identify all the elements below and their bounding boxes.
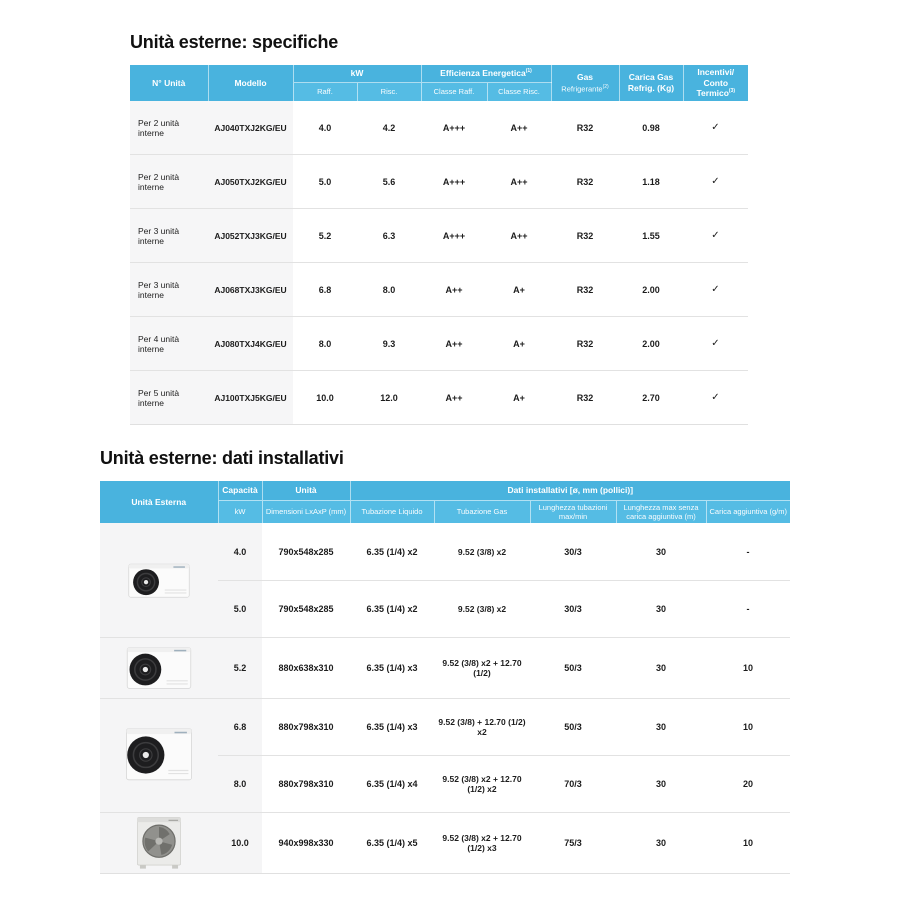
cell-carica-aggiuntiva: 10 [706, 637, 790, 698]
subcol-dimensioni: Dimensioni LxAxP (mm) [262, 500, 350, 523]
cell-modello: AJ080TXJ4KG/EU [208, 317, 293, 371]
col-header-efficienza [421, 65, 551, 83]
cell-classe-risc: A+ [487, 317, 551, 371]
gas-sublabel [554, 84, 617, 94]
check-icon: ✓ [683, 317, 748, 371]
cell-gas: R32 [551, 209, 619, 263]
refrigerante-footnote: (2) [602, 84, 609, 91]
cell-carica: 0.98 [619, 101, 683, 155]
outdoor-unit-icon [129, 815, 189, 871]
cell-gas: R32 [551, 101, 619, 155]
gas-label: Gas [576, 71, 594, 82]
outdoor-unit-icon [120, 724, 198, 786]
cell-classe-risc: A+ [487, 371, 551, 425]
subcol-raff: Raff. [293, 83, 357, 101]
cell-lunghezza-max: 30 [616, 812, 706, 873]
cell-gas: R32 [551, 155, 619, 209]
cell-gas: R32 [551, 371, 619, 425]
cell-tubazione-liquido: 6.35 (1/4) x3 [350, 637, 434, 698]
install-section [100, 448, 790, 874]
subcol-classe-risc: Classe Risc. [487, 83, 551, 101]
cell-gas: R32 [551, 317, 619, 371]
cell-tubazione-gas: 9.52 (3/8) x2 + 12.70 (1/2) [434, 637, 530, 698]
cell-carica: 2.70 [619, 371, 683, 425]
cell-gas: R32 [551, 263, 619, 317]
cell-carica: 2.00 [619, 263, 683, 317]
table-row [130, 371, 748, 425]
cell-dimensioni: 790x548x285 [262, 523, 350, 580]
col-header-unita-esterna: Unità Esterna [100, 481, 218, 523]
subcol-kw: kW [218, 500, 262, 523]
cell-capacita: 5.0 [218, 580, 262, 637]
cell-raff: 10.0 [293, 371, 357, 425]
cell-n-unita: Per 4 unità interne [130, 317, 208, 371]
cell-dimensioni: 940x998x330 [262, 812, 350, 873]
subcol-tubazione-liquido: Tubazione Liquido [350, 500, 434, 523]
cell-carica-aggiuntiva: 20 [706, 755, 790, 812]
cell-n-unita: Per 2 unità interne [130, 155, 208, 209]
col-header-unita: Unità [262, 481, 350, 500]
subcol-classe-raff: Classe Raff. [421, 83, 487, 101]
table-row [130, 317, 748, 371]
check-icon: ✓ [683, 155, 748, 209]
subcol-risc: Risc. [357, 83, 421, 101]
col-header-incentivi [683, 65, 748, 101]
spec-section-title: Unità esterne: specifiche [130, 32, 339, 52]
cell-raff: 8.0 [293, 317, 357, 371]
cell-n-unita: Per 3 unità interne [130, 209, 208, 263]
check-icon: ✓ [683, 209, 748, 263]
outdoor-unit-medium-image [100, 698, 218, 812]
cell-capacita: 8.0 [218, 755, 262, 812]
spec-table-header [130, 65, 748, 101]
spec-section [130, 32, 748, 425]
cell-tubazione-liquido: 6.35 (1/4) x5 [350, 812, 434, 873]
cell-modello: AJ068TXJ3KG/EU [208, 263, 293, 317]
cell-risc: 12.0 [357, 371, 421, 425]
cell-risc: 4.2 [357, 101, 421, 155]
cell-raff: 5.0 [293, 155, 357, 209]
col-header-modello: Modello [208, 65, 293, 101]
efficienza-label: Efficienza Energetica [440, 68, 526, 79]
cell-classe-risc: A++ [487, 101, 551, 155]
cell-lunghezza-max: 30 [616, 698, 706, 755]
cell-carica-aggiuntiva: 10 [706, 698, 790, 755]
cell-classe-raff: A++ [421, 263, 487, 317]
cell-lunghezza-max: 30 [616, 755, 706, 812]
col-header-gas [551, 65, 619, 101]
check-icon: ✓ [683, 371, 748, 425]
cell-carica: 1.18 [619, 155, 683, 209]
col-header-dati-installativi: Dati installativi [ø, mm (pollici)] [350, 481, 790, 500]
cell-carica-aggiuntiva: - [706, 523, 790, 580]
cell-capacita: 6.8 [218, 698, 262, 755]
check-icon: ✓ [683, 263, 748, 317]
subcol-tubazione-gas: Tubazione Gas [434, 500, 530, 523]
cell-raff: 4.0 [293, 101, 357, 155]
carica-line2: Refrig. (Kg) [627, 82, 675, 93]
cell-tubazione-liquido: 6.35 (1/4) x3 [350, 698, 434, 755]
cell-modello: AJ040TXJ2KG/EU [208, 101, 293, 155]
table-row [130, 101, 748, 155]
outdoor-unit-small-image [100, 637, 218, 698]
cell-classe-raff: A+++ [421, 101, 487, 155]
cell-classe-raff: A++ [421, 317, 487, 371]
table-row [130, 209, 748, 263]
incentivi-line2 [686, 78, 747, 99]
cell-dimensioni: 790x548x285 [262, 580, 350, 637]
install-table [100, 481, 790, 874]
cell-lunghezza: 30/3 [530, 523, 616, 580]
cell-n-unita: Per 2 unità interne [130, 101, 208, 155]
col-header-n-unita: N° Unità [130, 65, 208, 101]
cell-risc: 6.3 [357, 209, 421, 263]
cell-capacita: 4.0 [218, 523, 262, 580]
outdoor-unit-icon [123, 554, 195, 606]
table-row [130, 155, 748, 209]
cell-classe-raff: A+++ [421, 209, 487, 263]
outdoor-unit-icon [121, 640, 197, 696]
cell-dimensioni: 880x798x310 [262, 698, 350, 755]
cell-tubazione-gas: 9.52 (3/8) x2 + 12.70 (1/2) x2 [434, 755, 530, 812]
cell-capacita: 10.0 [218, 812, 262, 873]
cell-classe-raff: A+++ [421, 155, 487, 209]
cell-classe-risc: A+ [487, 263, 551, 317]
col-header-kw: kW [293, 65, 421, 83]
cell-raff: 6.8 [293, 263, 357, 317]
cell-modello: AJ052TXJ3KG/EU [208, 209, 293, 263]
cell-classe-risc: A++ [487, 209, 551, 263]
cell-n-unita: Per 5 unità interne [130, 371, 208, 425]
cell-risc: 5.6 [357, 155, 421, 209]
cell-tubazione-liquido: 6.35 (1/4) x2 [350, 523, 434, 580]
incentivi-line1: Incentivi/ [697, 67, 735, 77]
cell-lunghezza: 50/3 [530, 698, 616, 755]
cell-lunghezza: 75/3 [530, 812, 616, 873]
cell-dimensioni: 880x798x310 [262, 755, 350, 812]
table-row [100, 812, 790, 873]
cell-lunghezza-max: 30 [616, 523, 706, 580]
cell-lunghezza-max: 30 [616, 637, 706, 698]
table-row [100, 523, 790, 580]
col-header-capacita: Capacità [218, 481, 262, 500]
cell-carica-aggiuntiva: - [706, 580, 790, 637]
outdoor-unit-large-image [100, 812, 218, 873]
carica-line1: Carica Gas [628, 72, 674, 83]
cell-lunghezza: 30/3 [530, 580, 616, 637]
cell-risc: 9.3 [357, 317, 421, 371]
cell-classe-raff: A++ [421, 371, 487, 425]
cell-raff: 5.2 [293, 209, 357, 263]
cell-capacita: 5.2 [218, 637, 262, 698]
install-table-header [100, 481, 790, 523]
cell-tubazione-liquido: 6.35 (1/4) x2 [350, 580, 434, 637]
cell-modello: AJ050TXJ2KG/EU [208, 155, 293, 209]
cell-lunghezza: 50/3 [530, 637, 616, 698]
table-row [100, 698, 790, 755]
cell-carica: 2.00 [619, 317, 683, 371]
table-row [100, 637, 790, 698]
outdoor-unit-small-image [100, 523, 218, 637]
cell-lunghezza-max: 30 [616, 580, 706, 637]
table-row [130, 263, 748, 317]
check-icon: ✓ [683, 101, 748, 155]
install-section-title: Unità esterne: dati installativi [100, 448, 344, 468]
efficienza-footnote: (1) [525, 68, 532, 75]
cell-n-unita: Per 3 unità interne [130, 263, 208, 317]
cell-risc: 8.0 [357, 263, 421, 317]
incentivi-footnote: (3) [728, 88, 736, 95]
subcol-carica-aggiuntiva: Carica aggiuntiva (g/m) [706, 500, 790, 523]
subcol-lunghezza-max: Lunghezza max senza carica aggiuntiva (m) [616, 500, 706, 523]
refrigerante-label: Refrigerante [561, 84, 603, 94]
cell-tubazione-gas: 9.52 (3/8) x2 [434, 580, 530, 637]
cell-tubazione-gas: 9.52 (3/8) x2 + 12.70 (1/2) x3 [434, 812, 530, 873]
col-header-carica-gas [619, 65, 683, 101]
cell-dimensioni: 880x638x310 [262, 637, 350, 698]
subcol-lunghezza-tubazioni: Lunghezza tubazioni max/min [530, 500, 616, 523]
cell-classe-risc: A++ [487, 155, 551, 209]
conto-termico-label: Conto Termico [696, 77, 729, 99]
cell-tubazione-liquido: 6.35 (1/4) x4 [350, 755, 434, 812]
cell-lunghezza: 70/3 [530, 755, 616, 812]
cell-tubazione-gas: 9.52 (3/8) + 12.70 (1/2) x2 [434, 698, 530, 755]
spec-table [130, 65, 748, 425]
cell-tubazione-gas: 9.52 (3/8) x2 [434, 523, 530, 580]
cell-carica-aggiuntiva: 10 [706, 812, 790, 873]
cell-modello: AJ100TXJ5KG/EU [208, 371, 293, 425]
cell-carica: 1.55 [619, 209, 683, 263]
